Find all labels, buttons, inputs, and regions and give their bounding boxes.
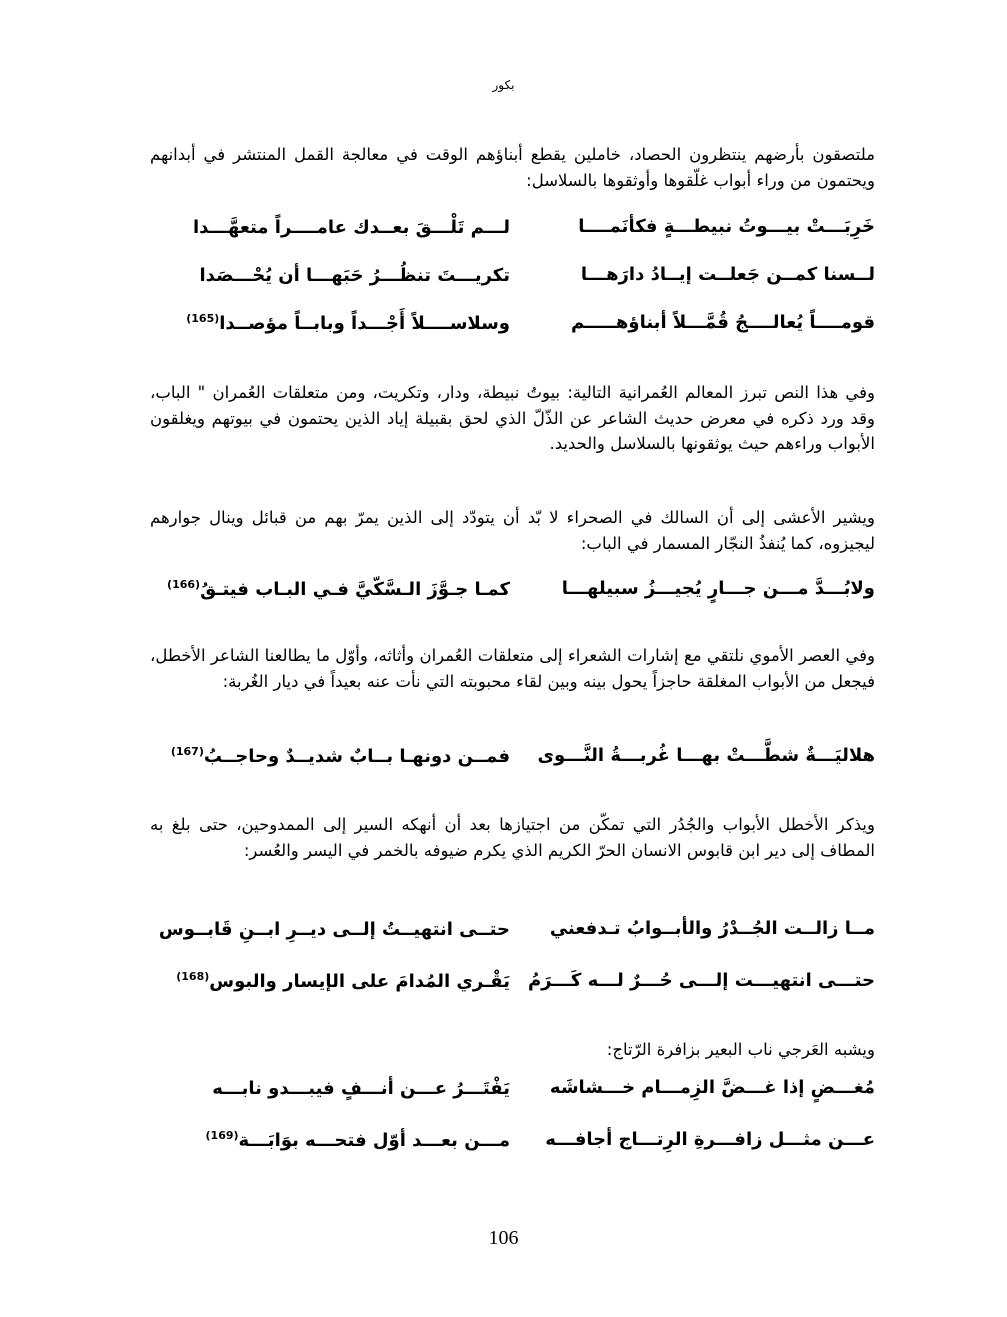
poem-verses-3 xyxy=(150,745,875,793)
poem-verses-2 xyxy=(150,578,875,626)
verse-first-hemistich: خَرِبَـــتْ بيـــوتُ نبيطـــةٍ فكأنَمــــا xyxy=(578,216,875,237)
page-number: 106 xyxy=(488,1227,519,1249)
poem-verses-5 xyxy=(150,1077,875,1177)
verse-first-hemistich: قومــــاً يُعالــــجُ قُمَّـــلاً أبناؤهـــــم xyxy=(571,312,875,333)
hemistich-text: وسلاســــلاً أَجْـــداً وبابــاً مؤصــدا xyxy=(219,313,510,334)
verse-line xyxy=(150,745,875,793)
verse-line xyxy=(150,1077,875,1129)
paragraph-arji: ويشبه العَرجي ناب البعير بزافرة الرّتاج: xyxy=(606,1040,875,1059)
paragraph-asha: ويشير الأعشى إلى أن السالك في الصحراء لا بّد أن يتودّد إلى الذين يمرّ بهم من قبائل وينال جوارهم ليجيزوه، كما يُنفذُ النجّار المسمار في الباب: xyxy=(150,508,875,553)
paragraph-akhtal: ويذكر الأخطل الأبواب والجُدُر التي تمكّن من اجتيازها بعد أن أنهكه السير إلى الممدوحين، حتى بلغ به المطاف إلى دير ابن قابوس الانسان الحرّ الكريم الذي يكرم ضيوفه بالخمر في اليسر والعُسر: xyxy=(150,815,875,860)
hemistich-text: يَقْـري المُدامَ على الإيسار والبوس xyxy=(209,971,510,992)
hemistich-text: لـــم تَلْـــقَ بعــدك عامــــراً متعهَّـــدا xyxy=(192,217,510,238)
paragraph-analysis: وفي هذا النص تبرز المعالم العُمرانية التالية: بيوتُ نبيطة، ودار، وتكريت، ومن متعلقات العُمران " الباب، وقد ورد ذكره في معرض حديث الشاعر عن الذّلّ الذي لحق بقبيلة إياد الذين يحتمون في بيوتهم ويغلقون الأبواب وراءهم حيث يوثقونها بالسلاسل والحديد. xyxy=(150,383,875,453)
verse-first-hemistich: مــا زالــت الجُــدْرُ والأبــوابُ تـدفعني xyxy=(549,918,875,939)
hemistich-text: يَفْتَـــرُ عـــن أنـــفٍ فيبـــدو نابـــه xyxy=(212,1078,510,1099)
verse-second-hemistich xyxy=(150,216,510,238)
verse-second-hemistich xyxy=(150,1129,510,1151)
footnote-ref: (166) xyxy=(167,578,201,591)
poem-verses-4 xyxy=(150,918,875,1018)
verse-line xyxy=(150,1129,875,1177)
verse-first-hemistich: لــسنا كمــن جَعلــت إيــادُ دارَهـــا xyxy=(580,264,875,285)
footnote-ref: (168) xyxy=(176,970,210,983)
hemistich-text: تكريـــتَ تنظُـــرُ حَبَهـــا أن يُحْـــصَدا xyxy=(199,265,510,286)
verse-second-hemistich xyxy=(150,745,510,767)
verse-line xyxy=(150,312,875,360)
verse-second-hemistich xyxy=(150,1077,510,1099)
hemistich-text: مـــن بعـــد أوّل فتحـــه بوَابَـــة xyxy=(238,1130,510,1151)
verse-second-hemistich xyxy=(150,970,510,992)
verse-first-hemistich: حتـــى انتهيـــت إلـــى حُـــرٌ لـــه كَـــرَمُ xyxy=(527,970,875,991)
verse-line xyxy=(150,578,875,626)
footnote-ref: (165) xyxy=(186,312,220,325)
footnote-ref: (167) xyxy=(170,745,204,758)
verse-line xyxy=(150,264,875,312)
verse-second-hemistich xyxy=(150,918,510,940)
paragraph-intro: ملتصقون بأرضهم ينتظرون الحصاد، خاملين يقطع أبناؤهم الوقت في معالجة القمل المنتشر في أبدانهم ويحتمون من وراء أبواب غلّقوها وأوثقوها بالسلاسل: xyxy=(150,145,875,190)
verse-line xyxy=(150,216,875,264)
paragraph-umayyad: وفي العصر الأموي نلتقي مع إشارات الشعراء إلى متعلقات العُمران وأثاثه، وأوّل ما يطالعنا الشاعر الأخطل، فيجعل من الأبواب المغلقة حاجزاً يحول بينه وبين لقاء محبوبته التي نأت عنه بعيداً في ديار الغُربة: xyxy=(150,646,875,691)
verse-first-hemistich: ولابُـــدَّ مـــن جـــارٍ يُجيـــزُ سبيلهـــا xyxy=(561,578,875,599)
poem-verses-1 xyxy=(150,216,875,360)
footnote-ref: (169) xyxy=(205,1129,239,1142)
verse-second-hemistich xyxy=(150,264,510,286)
running-header: بكور xyxy=(492,78,515,92)
verse-second-hemistich xyxy=(150,578,510,600)
hemistich-text: حتــى انتهيــتُ إلــى ديــرِ ابــنِ قَابــوس xyxy=(158,919,510,940)
verse-first-hemistich: هلاليَـــةٌ شطَّـــتْ بهـــا غُربـــةُ النَّـــوى xyxy=(537,745,875,766)
verse-line xyxy=(150,970,875,1018)
verse-first-hemistich: مُغـــضٍ إذا غـــضَّ الزِمـــام خـــشاشَه xyxy=(549,1077,875,1098)
verse-first-hemistich: عـــن مثـــل زافـــرةِ الرِتـــاج أجافـــه xyxy=(545,1129,875,1150)
hemistich-text: كمـا جـوَّزَ الـسَّكّيَّ فـي البـاب فيتـقُ xyxy=(200,579,510,600)
hemistich-text: فمــن دونهـا بــابٌ شديــدٌ وحاجــبُ xyxy=(203,746,510,767)
verse-line xyxy=(150,918,875,970)
verse-second-hemistich xyxy=(150,312,510,334)
